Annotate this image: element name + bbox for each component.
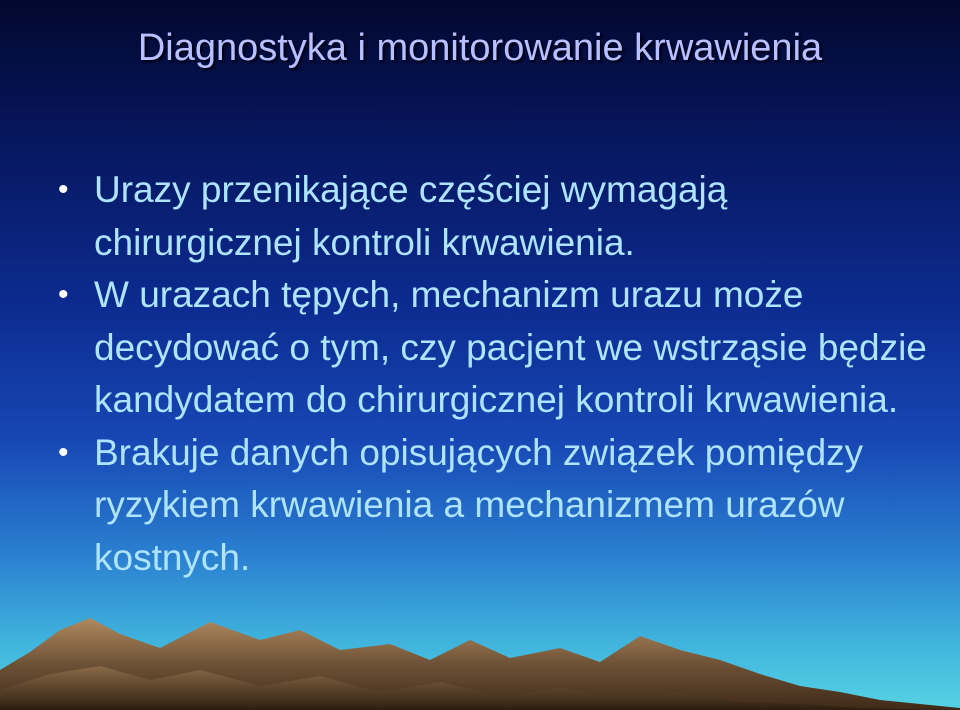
bullet-icon: •	[58, 173, 69, 206]
bullet-icon: •	[58, 278, 69, 311]
bullet-item	[58, 427, 938, 585]
bullet-item	[58, 269, 938, 427]
slide-title: Diagnostyka i monitorowanie krwawienia	[137, 27, 823, 69]
bullet-text: W urazach tępych, mechanizm urazu może decydować o tym, czy pacjent we wstrząsie będzie kandydatem do chirurgicznej kontroli krwawienia.	[94, 274, 927, 420]
bullet-icon: •	[58, 435, 69, 469]
bullet-list	[58, 164, 938, 584]
mountain-range-decoration	[0, 600, 960, 710]
bullet-item	[58, 164, 938, 269]
bullet-text: Urazy przenikające częściej wymagają chirurgicznej kontroli krwawienia.	[94, 169, 728, 263]
bullet-text: Brakuje danych opisujących związek pomiędzy ryzykiem krwawienia a mechanizmem urazów kostnych.	[94, 431, 864, 578]
